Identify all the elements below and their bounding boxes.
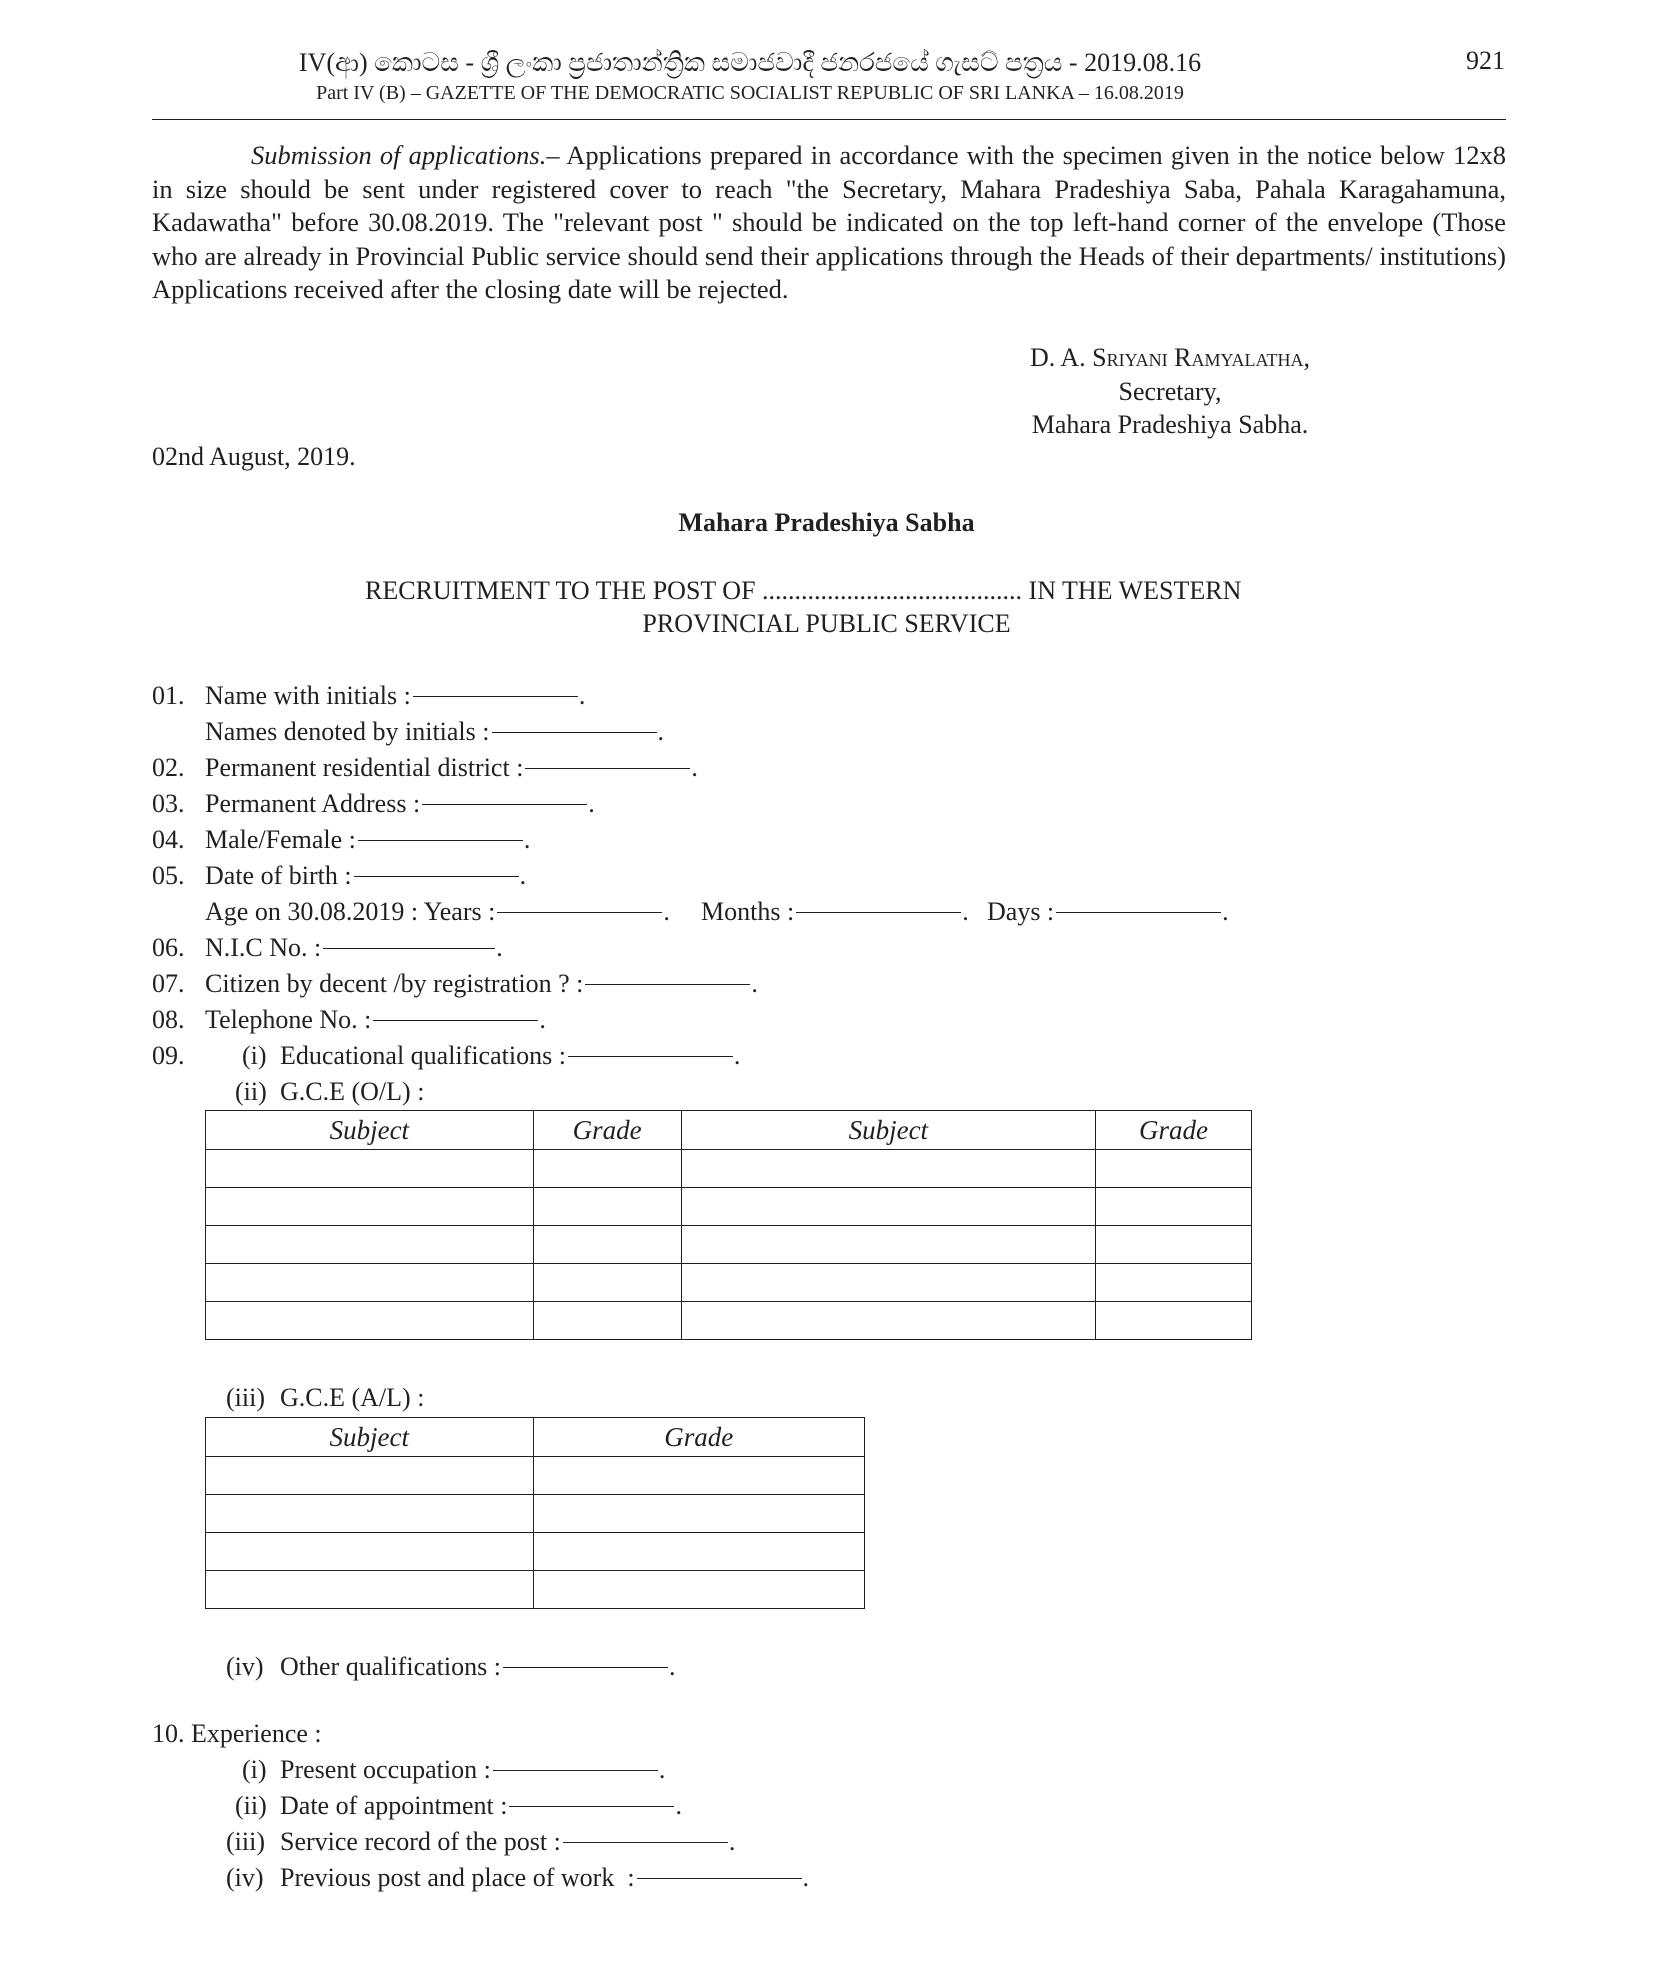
field-label: Male/Female : <box>205 825 356 854</box>
age-years-field: Age on 30.08.2019 : Years : . <box>205 897 670 926</box>
item-number: 04. <box>152 825 185 854</box>
fill-in-line <box>492 732 657 733</box>
fill-in-line <box>509 1806 674 1807</box>
gce-ol-label: G.C.E (O/L) : <box>280 1077 425 1106</box>
name-with-initials-field: Name with initials : . <box>205 681 586 710</box>
field-label: Date of appointment : <box>280 1791 508 1820</box>
recruitment-title-line2: PROVINCIAL PUBLIC SERVICE <box>642 609 1011 638</box>
district-field: Permanent residential district : . <box>205 753 698 782</box>
sub-item-number: (iv) <box>226 1863 264 1892</box>
gce-ol-table <box>205 1110 1252 1340</box>
field-label: Name with initials : <box>205 681 411 710</box>
names-denoted-field: Names denoted by initials : . <box>205 717 665 746</box>
table-cell <box>681 1302 1096 1340</box>
field-label: Names denoted by initials : <box>205 717 490 746</box>
fill-in-line <box>422 804 587 805</box>
date-of-appointment-field: Date of appointment : . <box>280 1791 682 1820</box>
fill-in-line <box>373 1020 538 1021</box>
table-row <box>206 1495 865 1533</box>
sub-item-number: (ii) <box>235 1077 267 1106</box>
column-header-grade: Grade <box>533 1111 681 1150</box>
item-number: 05. <box>152 861 185 890</box>
sub-item-number: (iv) <box>226 1652 264 1681</box>
table-cell <box>1096 1226 1252 1264</box>
table-row <box>206 1533 865 1571</box>
item-number: 02. <box>152 753 185 782</box>
item-number: 06. <box>152 933 185 962</box>
field-label: Present occupation : <box>280 1755 491 1784</box>
field-label: Telephone No. : <box>205 1005 372 1034</box>
table-row <box>206 1302 1252 1340</box>
form-org-title: Mahara Pradeshiya Sabha <box>678 508 975 537</box>
field-label: Age on 30.08.2019 : Years : <box>205 897 496 926</box>
previous-post-field: Previous post and place of work : . <box>280 1863 810 1892</box>
column-header-grade: Grade <box>1096 1111 1252 1150</box>
column-header-subject: Subject <box>681 1111 1096 1150</box>
submission-paragraph <box>152 139 1506 307</box>
item-number: 03. <box>152 789 185 818</box>
fill-in-line <box>413 696 578 697</box>
column-header-subject: Subject <box>206 1418 534 1457</box>
dob-field: Date of birth : . <box>205 861 527 890</box>
table-cell <box>533 1571 865 1609</box>
table-cell <box>206 1495 534 1533</box>
telephone-field: Telephone No. : . <box>205 1005 546 1034</box>
table-cell <box>533 1533 865 1571</box>
table-cell <box>533 1264 681 1302</box>
column-header-subject: Subject <box>206 1111 534 1150</box>
fill-in-line <box>525 768 690 769</box>
table-cell <box>206 1457 534 1495</box>
field-label: Service record of the post : <box>280 1827 561 1856</box>
item-number: 01. <box>152 681 185 710</box>
nic-field: N.I.C No. : . <box>205 933 503 962</box>
fill-in-line <box>497 912 662 913</box>
table-row <box>206 1226 1252 1264</box>
fill-in-line <box>493 1770 658 1771</box>
table-cell <box>206 1533 534 1571</box>
field-label: Permanent Address : <box>205 789 421 818</box>
table-cell <box>681 1226 1096 1264</box>
fill-in-line <box>323 948 495 949</box>
signatory-office: Mahara Pradeshiya Sabha. <box>1031 410 1309 439</box>
signatory-name <box>960 341 1380 375</box>
field-label: Other qualifications : <box>280 1652 501 1681</box>
experience-heading: 10. Experience : <box>152 1719 322 1748</box>
notice-date: 02nd August, 2019. <box>152 442 356 471</box>
fill-in-line <box>503 1667 668 1668</box>
gce-al-table <box>205 1417 865 1609</box>
table-cell <box>1096 1264 1252 1302</box>
fill-in-line <box>563 1842 728 1843</box>
table-cell <box>1096 1150 1252 1188</box>
table-cell <box>533 1302 681 1340</box>
signatory-title: Secretary, <box>1118 376 1222 406</box>
table-cell <box>533 1188 681 1226</box>
table-row <box>206 1457 865 1495</box>
column-header-grade: Grade <box>533 1418 865 1457</box>
table-row <box>206 1571 865 1609</box>
gender-field: Male/Female : . <box>205 825 531 854</box>
field-label: Days : <box>987 897 1055 926</box>
table-cell <box>206 1571 534 1609</box>
fill-in-line <box>796 912 961 913</box>
citizenship-field: Citizen by decent /by registration ? : . <box>205 969 758 998</box>
fill-in-line <box>358 840 523 841</box>
education-field: Educational qualifications : . <box>280 1041 741 1070</box>
signatory-surname: Sriyani Ramyalatha, <box>1092 343 1310 372</box>
item-number: 08. <box>152 1005 185 1034</box>
sub-item-number: (i) <box>242 1755 267 1784</box>
present-occupation-field: Present occupation : . <box>280 1755 666 1784</box>
submission-lead: Submission of applications.– <box>251 140 560 170</box>
field-label: Date of birth : <box>205 861 352 890</box>
page-number: 921 <box>1466 46 1505 75</box>
field-label: Permanent residential district : <box>205 753 524 782</box>
sub-item-number: (iii) <box>226 1383 265 1412</box>
age-days-field: Days : . <box>987 897 1229 926</box>
signature-block <box>960 341 1380 442</box>
signatory-initials: D. A. <box>1030 343 1093 372</box>
table-cell <box>206 1226 534 1264</box>
table-cell <box>206 1188 534 1226</box>
fill-in-line <box>637 1878 802 1879</box>
age-months-field: Months : . <box>701 897 969 926</box>
other-qualifications-field: Other qualifications : . <box>280 1652 676 1681</box>
table-cell <box>533 1495 865 1533</box>
table-cell <box>681 1264 1096 1302</box>
gce-al-label: G.C.E (A/L) : <box>280 1383 425 1412</box>
field-label: N.I.C No. : <box>205 933 322 962</box>
table-row <box>206 1188 1252 1226</box>
table-row <box>206 1264 1252 1302</box>
table-cell <box>1096 1302 1252 1340</box>
sub-item-number: (i) <box>242 1041 267 1070</box>
header-english: Part IV (B) – GAZETTE OF THE DEMOCRATIC SOCIALIST REPUBLIC OF SRI LANKA – 16.08.2019 <box>316 82 1184 104</box>
table-cell <box>681 1150 1096 1188</box>
item-number: 09. <box>152 1041 185 1070</box>
table-cell <box>533 1457 865 1495</box>
fill-in-line <box>354 876 519 877</box>
sub-item-number: (iii) <box>226 1827 265 1856</box>
table-cell <box>681 1188 1096 1226</box>
item-number: 07. <box>152 969 185 998</box>
field-label: Citizen by decent /by registration ? : <box>205 969 584 998</box>
service-record-field: Service record of the post : . <box>280 1827 736 1856</box>
header-sinhala: IV(ආ) කොටස - ශ්‍රී ලංකා ප්‍රජාතාන්ත්‍රික සමාජවාදී ජනරජයේ ගැසට් පත්‍රය - 2019.08.16 <box>298 48 1202 77</box>
table-row <box>206 1150 1252 1188</box>
fill-in-line <box>585 984 750 985</box>
fill-in-line <box>1056 912 1221 913</box>
field-label: Educational qualifications : <box>280 1041 566 1070</box>
table-cell <box>533 1226 681 1264</box>
table-cell <box>206 1302 534 1340</box>
field-label: Previous post and place of work : <box>280 1863 635 1892</box>
header-rule <box>152 119 1506 120</box>
table-cell <box>206 1264 534 1302</box>
table-cell <box>533 1150 681 1188</box>
table-cell <box>1096 1188 1252 1226</box>
address-field: Permanent Address : . <box>205 789 595 818</box>
recruitment-title-line1: RECRUITMENT TO THE POST OF ........................................ IN THE WESTERN <box>365 576 1242 605</box>
submission-text: Applications prepared in accordance with the specimen given in the notice below 12x8 in size should be sent under registered cover to reach "the Secretary, Mahara Pradeshiya Saba, Pahala Karagahamuna, Kadawatha" before 30.08.2019. The "relevant post " should be indicated on the top left-hand corner of the envelope (Those who are already in Provincial Public service should send their applications through the Heads of their departments/ institutions) Applications received after the closing date will be rejected. <box>152 140 1506 304</box>
table-cell <box>206 1150 534 1188</box>
fill-in-line <box>568 1056 733 1057</box>
field-label: Months : <box>701 897 795 926</box>
sub-item-number: (ii) <box>235 1791 267 1820</box>
